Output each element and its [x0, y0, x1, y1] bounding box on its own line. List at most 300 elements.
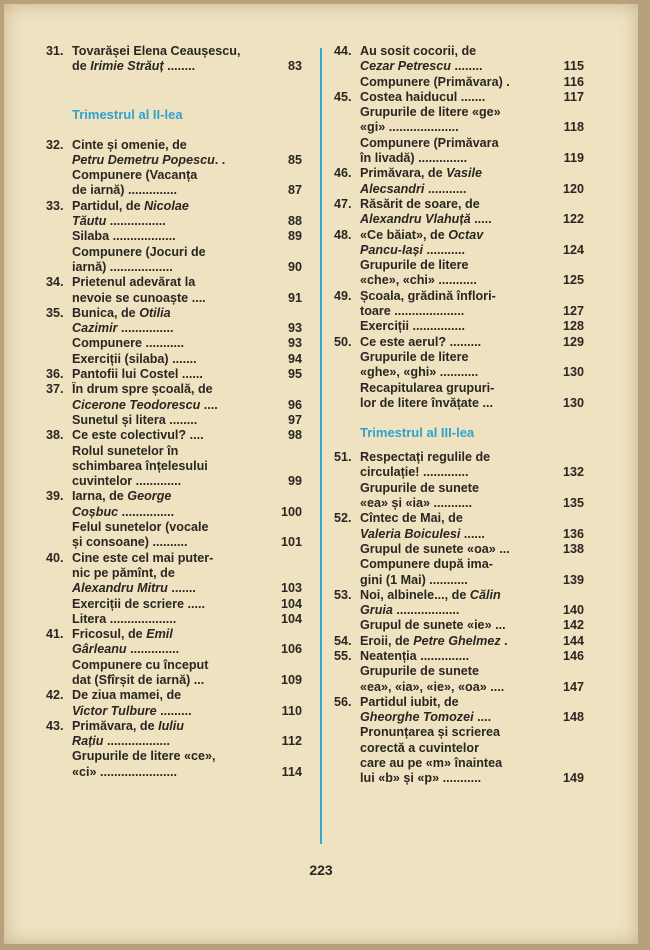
toc-entry	[334, 450, 584, 481]
leader-dots: ...............	[117, 321, 174, 336]
page-ref: 87	[287, 183, 302, 198]
toc-line	[334, 465, 584, 480]
toc-line	[46, 642, 302, 657]
title-text: Răsărit de soare, de	[360, 196, 480, 211]
entry-text	[72, 749, 302, 764]
entry-text	[72, 336, 272, 351]
toc-entry	[334, 695, 584, 726]
author-name: Alexandru Mitru	[72, 581, 168, 596]
toc-line	[334, 44, 584, 59]
title-text: Eroii, de	[360, 633, 414, 648]
entry-text	[72, 229, 272, 244]
entry-text	[360, 120, 554, 135]
title-text: Exerciții ...............	[360, 319, 465, 334]
toc-subentry	[334, 258, 584, 289]
title-text: Exerciții (silaba) .......	[72, 351, 197, 366]
entry-number: 38.	[46, 428, 64, 443]
toc-subentry	[334, 350, 584, 381]
page-ref: 93	[287, 321, 302, 336]
entry-text	[72, 413, 272, 428]
title-text: nic pe pămînt, de	[72, 565, 175, 580]
author-name: Pancu-Iași	[360, 242, 423, 257]
entry-text	[72, 352, 272, 367]
toc-line	[334, 120, 584, 135]
column-divider	[320, 48, 322, 844]
entry-text	[72, 138, 302, 153]
entry-text	[72, 489, 302, 504]
page-ref: 98	[287, 428, 302, 443]
title-text: Costea haiducul .......	[360, 89, 486, 104]
title-text: Ce este aerul? .........	[360, 334, 482, 349]
toc-line	[46, 505, 302, 520]
entry-number: 31.	[46, 44, 64, 58]
toc-line	[46, 551, 302, 566]
toc-line	[46, 688, 302, 703]
toc-line	[46, 627, 302, 642]
entry-number: 43.	[46, 718, 64, 733]
entry-text	[360, 350, 584, 365]
author-name: Tăutu	[72, 214, 107, 229]
toc-line	[46, 59, 302, 74]
entry-text	[360, 527, 554, 542]
toc-line	[334, 542, 584, 557]
page-ref: 119	[563, 151, 584, 166]
toc-line	[46, 398, 302, 413]
title-text: Compunere cu început	[72, 657, 209, 672]
toc-entry	[46, 199, 302, 230]
page-ref: 117	[563, 89, 584, 104]
page-ref: 97	[287, 412, 302, 427]
title-text: cuvintelor .............	[72, 474, 182, 489]
entry-text	[72, 658, 302, 673]
entry-text	[72, 505, 272, 520]
toc-line	[334, 527, 584, 542]
page-ref: 124	[562, 242, 584, 257]
entry-text	[360, 44, 584, 59]
entry-text	[360, 771, 554, 786]
title-text: Felul sunetelor (vocale	[72, 520, 209, 535]
toc-line	[46, 444, 302, 459]
toc-line	[334, 75, 584, 90]
entry-text	[72, 581, 272, 596]
leader-dots: ..................	[392, 603, 460, 618]
title-text: Ce este colectivul? ....	[72, 428, 204, 443]
title-text: Pantofii lui Costel ......	[72, 367, 203, 382]
entry-text	[360, 304, 554, 319]
entry-text	[72, 551, 302, 566]
entry-text	[360, 756, 584, 771]
page-ref: 83	[287, 59, 302, 74]
toc-line	[334, 166, 584, 181]
author-name: Coșbuc	[72, 504, 119, 519]
toc-subentry	[46, 658, 302, 689]
title-text: de	[72, 59, 91, 74]
page-ref: 103	[280, 581, 302, 596]
toc-line	[46, 428, 302, 443]
page-ref: 135	[562, 496, 584, 511]
page-ref: 118	[563, 120, 584, 135]
entry-number: 52.	[334, 511, 352, 526]
toc-line	[334, 105, 584, 120]
author-name: Gârleanu	[72, 642, 127, 657]
author-name: Cicerone Teodorescu	[72, 397, 201, 412]
entry-text	[72, 566, 302, 581]
toc-line	[334, 381, 584, 396]
entry-text	[72, 44, 302, 59]
toc-subentry	[334, 664, 584, 695]
page-ref: 106	[280, 642, 302, 657]
entry-text	[360, 136, 584, 151]
title-text: Compunere (Primăvara) .	[360, 74, 510, 89]
title-text: circulație! .............	[360, 465, 469, 480]
toc-line	[334, 511, 584, 526]
leader-dots: ..............	[126, 642, 180, 657]
toc-line	[46, 168, 302, 183]
toc-entry	[334, 289, 584, 320]
title-text: iarnă) ..................	[72, 259, 173, 274]
toc-entry	[46, 44, 302, 75]
toc-subentry	[334, 105, 584, 136]
toc-line	[46, 291, 302, 306]
title-text: Tovarășei Elena Ceaușescu,	[72, 44, 241, 58]
leader-dots: ...........	[423, 242, 465, 257]
author-name: George	[127, 489, 172, 504]
page-ref: 116	[563, 74, 584, 89]
title-text: Recapitularea grupuri-	[360, 380, 495, 395]
title-text: «ea», «ia», «ie», «oa» ....	[360, 679, 505, 694]
toc-line	[334, 228, 584, 243]
title-text: «ea» și «ia» ...........	[360, 496, 473, 511]
toc-entry	[334, 166, 584, 197]
entry-text	[360, 273, 554, 288]
entry-number: 50.	[334, 334, 352, 349]
entry-number: 49.	[334, 288, 352, 303]
toc-column-right	[334, 44, 584, 787]
toc-line	[46, 352, 302, 367]
title-text: Grupurile de sunete	[360, 664, 479, 679]
toc-entry	[334, 634, 584, 649]
entry-text	[72, 520, 302, 535]
toc-line	[46, 245, 302, 260]
leader-dots: .......	[167, 581, 196, 596]
entry-text	[72, 260, 272, 275]
toc-entry	[46, 367, 302, 382]
entry-text	[72, 688, 302, 703]
toc-line	[334, 197, 584, 212]
entry-text	[360, 450, 584, 465]
page-ref: 96	[287, 397, 302, 412]
leader-dots: ........	[451, 59, 483, 74]
title-text: gini (1 Mai) ...........	[360, 572, 468, 587]
entry-text	[72, 168, 302, 183]
entry-text	[360, 289, 584, 304]
toc-line	[46, 612, 302, 627]
title-text: Bunica, de	[72, 305, 140, 320]
title-text: Noi, albinele..., de	[360, 587, 470, 602]
entry-text	[360, 634, 554, 649]
entry-number: 39.	[46, 489, 64, 504]
entry-text	[360, 741, 584, 756]
entry-text	[360, 725, 584, 740]
toc-line	[46, 336, 302, 351]
entry-number: 44.	[334, 44, 352, 58]
page-ref: 140	[562, 603, 584, 618]
title-text: corectă a cuvintelor	[360, 740, 479, 755]
author-name: Valeria Boiculesi	[360, 526, 461, 541]
section-heading: Trimestrul al II-lea	[72, 106, 183, 122]
author-name: Emil	[146, 627, 173, 642]
toc-entry	[46, 382, 302, 413]
page-ref: 95	[287, 367, 302, 382]
author-name: Petre Ghelmez	[413, 633, 501, 648]
entry-text	[72, 597, 272, 612]
page-ref: 93	[287, 336, 302, 351]
author-name: Iuliu	[158, 718, 184, 733]
title-text: «ghe», «ghi» ...........	[360, 365, 479, 380]
toc-line	[46, 520, 302, 535]
title-text: toare ....................	[360, 304, 465, 319]
title-text: Prietenul adevărat la	[72, 275, 196, 290]
leader-dots: ...............	[118, 504, 175, 519]
toc-line	[334, 573, 584, 588]
toc-line	[334, 664, 584, 679]
toc-line	[334, 258, 584, 273]
author-name: Otilia	[139, 305, 171, 320]
entry-text	[360, 588, 584, 603]
page-ref: 139	[562, 572, 584, 587]
entry-number: 53.	[334, 587, 352, 602]
entry-text	[360, 695, 584, 710]
page-ref: 132	[562, 465, 584, 480]
leader-dots: ................	[106, 214, 166, 229]
title-text: De ziua mamei, de	[72, 688, 182, 703]
author-name: Octav	[448, 227, 484, 242]
entry-text	[360, 335, 554, 350]
title-text: Grupurile de sunete	[360, 480, 479, 495]
entry-text	[360, 319, 554, 334]
entry-number: 56.	[334, 694, 352, 709]
toc-line	[46, 765, 302, 780]
page-ref: 91	[287, 290, 302, 305]
title-text: Compunere ...........	[72, 336, 184, 351]
toc-line	[334, 365, 584, 380]
book-page	[4, 4, 638, 944]
entry-text	[72, 642, 272, 657]
author-name: Gruia	[360, 603, 393, 618]
entry-text	[360, 182, 554, 197]
leader-dots: ....	[473, 710, 492, 725]
entry-text	[360, 649, 554, 664]
entry-number: 55.	[334, 648, 352, 663]
page-ref: 104	[280, 596, 302, 611]
title-text: Silaba ..................	[72, 229, 176, 244]
author-name: Nicolae	[144, 198, 189, 213]
title-text: nevoie se cunoaște ....	[72, 290, 206, 305]
toc-line	[334, 90, 584, 105]
entry-text	[360, 573, 554, 588]
entry-number: 41.	[46, 627, 64, 642]
toc-line	[334, 319, 584, 334]
entry-text	[72, 474, 272, 489]
toc-line	[46, 474, 302, 489]
toc-line	[334, 680, 584, 695]
toc-line	[46, 306, 302, 321]
leader-dots: ......	[460, 526, 485, 541]
title-text: «Ce băiat», de	[360, 227, 449, 242]
entry-number: 54.	[334, 633, 352, 648]
author-name: Cazimir	[72, 321, 118, 336]
entry-text	[360, 396, 554, 411]
entry-number: 40.	[46, 550, 64, 565]
toc-subentry	[334, 725, 584, 786]
entry-text	[72, 245, 302, 260]
page-ref: 99	[287, 474, 302, 489]
entry-text	[72, 398, 272, 413]
title-text: Primăvara, de	[72, 718, 159, 733]
toc-entry	[334, 228, 584, 259]
toc-line	[46, 367, 302, 382]
toc-line	[46, 459, 302, 474]
toc-subentry	[46, 612, 302, 627]
page-ref: 85	[287, 152, 302, 167]
title-text: de iarnă) ..............	[72, 183, 177, 198]
entry-text	[360, 542, 554, 557]
page-number: 223	[309, 862, 333, 878]
toc-subentry	[334, 381, 584, 412]
toc-line	[46, 535, 302, 550]
page-ref: 89	[287, 229, 302, 244]
author-name: Irimie Străuț	[90, 59, 164, 74]
toc-line	[334, 396, 584, 411]
toc-entry	[46, 306, 302, 337]
toc-subentry	[46, 444, 302, 490]
page-ref: 101	[280, 535, 302, 550]
toc-subentry	[46, 229, 302, 244]
toc-subentry	[334, 136, 584, 167]
toc-line	[334, 741, 584, 756]
toc-line	[334, 212, 584, 227]
page-ref: 144	[562, 633, 584, 648]
page-ref: 146	[562, 648, 584, 663]
entry-text	[72, 765, 272, 780]
toc-subentry	[46, 749, 302, 780]
page-ref: 138	[562, 541, 584, 556]
entry-number: 47.	[334, 196, 352, 211]
entry-text	[72, 214, 272, 229]
toc-subentry	[46, 336, 302, 351]
entry-text	[360, 710, 554, 725]
toc-entry	[46, 627, 302, 658]
page-ref: 120	[562, 181, 584, 196]
toc-entry	[46, 551, 302, 597]
page-ref: 130	[562, 365, 584, 380]
toc-line	[334, 335, 584, 350]
entry-number: 48.	[334, 227, 352, 242]
toc-line	[334, 603, 584, 618]
section-heading: Trimestrul al III-lea	[360, 425, 475, 441]
toc-line	[46, 199, 302, 214]
toc-subentry	[334, 557, 584, 588]
toc-line	[46, 321, 302, 336]
page-ref: 122	[562, 212, 584, 227]
toc-entry	[46, 275, 302, 306]
toc-line	[46, 581, 302, 596]
entry-text	[72, 734, 272, 749]
leader-dots: ...........	[424, 181, 467, 196]
author-name: Petru Demetru Popescu	[72, 152, 215, 167]
toc-line	[334, 649, 584, 664]
toc-line	[46, 704, 302, 719]
entry-text	[360, 197, 584, 212]
toc-entry	[334, 511, 584, 542]
toc-line	[334, 350, 584, 365]
entry-text	[360, 381, 584, 396]
entry-number: 32.	[46, 137, 64, 152]
page-ref: 128	[562, 319, 584, 334]
title-text: lui «b» și «p» ...........	[360, 771, 482, 786]
entry-text	[360, 680, 554, 695]
toc-line	[46, 44, 302, 59]
entry-number: 33.	[46, 198, 64, 213]
title-text: Rolul sunetelor în	[72, 443, 179, 458]
author-name: Alexandru Vlahuță	[360, 212, 471, 227]
leader-dots: .	[500, 633, 508, 648]
toc-line	[334, 481, 584, 496]
page-ref: 90	[287, 259, 302, 274]
toc-line	[334, 725, 584, 740]
title-text: în livadă) ..............	[360, 151, 468, 166]
toc-line	[46, 183, 302, 198]
title-text: Respectați regulile de	[360, 450, 491, 465]
author-name: Vasile	[446, 166, 483, 181]
page-ref: 149	[562, 771, 584, 786]
title-text: Au sosit cocorii, de	[360, 44, 477, 58]
title-text: schimbarea înțelesului	[72, 458, 208, 473]
toc-line	[334, 618, 584, 633]
title-text: Compunere după ima-	[360, 557, 493, 572]
title-text: și consoane) ..........	[72, 535, 188, 550]
toc-line	[334, 756, 584, 771]
entry-number: 51.	[334, 450, 352, 465]
toc-subentry	[334, 75, 584, 90]
entry-number: 34.	[46, 275, 64, 290]
toc-entry	[46, 719, 302, 750]
toc-entry	[46, 489, 302, 520]
title-text: dat (Sfîrșit de iarnă) ...	[72, 672, 205, 687]
entry-number: 45.	[334, 89, 352, 104]
title-text: Compunere (Jocuri de	[72, 244, 206, 259]
page-ref: 115	[563, 59, 584, 74]
toc-line	[46, 382, 302, 397]
entry-text	[72, 321, 272, 336]
title-text: Grupurile de litere «ce»,	[72, 749, 216, 764]
entry-text	[72, 719, 302, 734]
page-ref: 142	[562, 618, 584, 633]
entry-text	[360, 258, 584, 273]
entry-text	[360, 90, 554, 105]
leader-dots: ..................	[103, 734, 170, 749]
toc-line	[46, 260, 302, 275]
toc-line	[46, 597, 302, 612]
toc-column-left	[46, 44, 302, 780]
toc-subentry	[46, 597, 302, 612]
toc-subentry	[46, 413, 302, 428]
page-ref: 136	[562, 526, 584, 541]
title-text: Cine este cel mai puter-	[72, 550, 214, 565]
page-ref: 127	[562, 304, 584, 319]
toc-line	[334, 151, 584, 166]
entry-text	[72, 153, 272, 168]
